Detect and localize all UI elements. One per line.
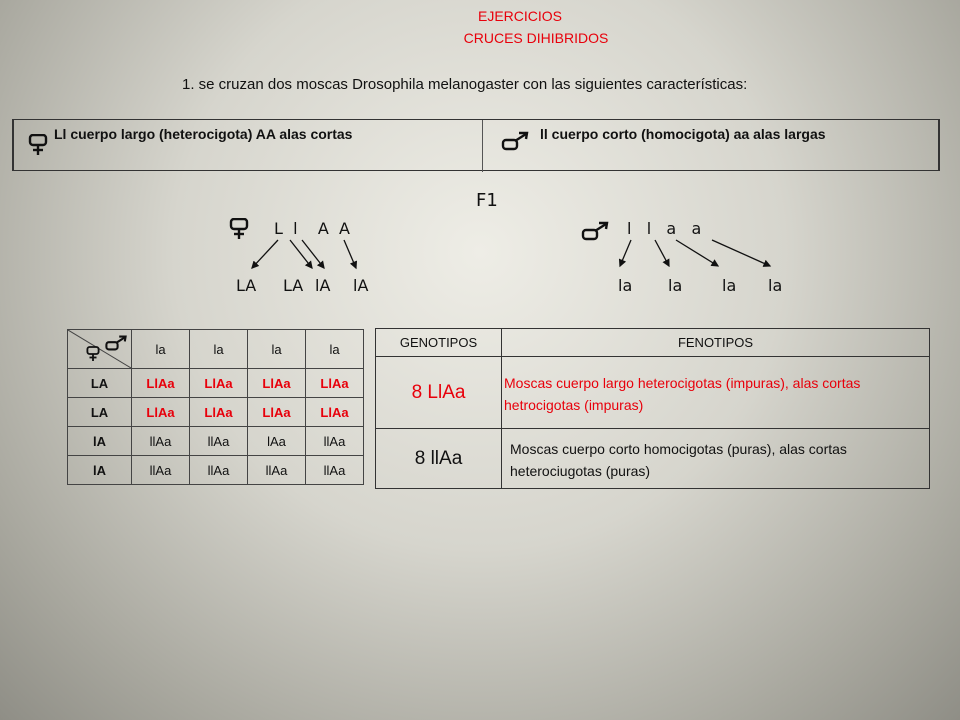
row-header: LA — [68, 398, 132, 427]
phenotype-header: FENOTIPOS — [502, 329, 930, 357]
female-gamete: lA — [315, 276, 331, 295]
corner-cell — [68, 330, 132, 369]
female-gamete: lA — [353, 276, 369, 295]
problem-statement: 1. se cruzan dos moscas Drosophila melanogaster con las siguientes características: — [182, 76, 748, 93]
male-symbol-icon — [580, 220, 610, 247]
column-header: la — [132, 330, 190, 369]
phenotype-value: Moscas cuerpo largo heterocigotas (impuras), alas cortas hetrocigotas (impuras) — [502, 357, 930, 429]
result-row — [376, 357, 930, 429]
female-gamete: LA — [283, 276, 304, 295]
punnett-cell: LlAa — [306, 369, 364, 398]
punnett-cell: llAa — [132, 427, 190, 456]
male-parent-text: ll cuerpo corto (homocigota) aa alas largas — [540, 126, 826, 142]
punnett-cell: llAa — [248, 456, 306, 485]
row-header: LA — [68, 369, 132, 398]
f1-label: F1 — [476, 190, 498, 211]
punnett-cell: LlAa — [248, 369, 306, 398]
genotype-header: GENOTIPOS — [376, 329, 502, 357]
punnett-cell: lAa — [248, 427, 306, 456]
phenotype-value: Moscas cuerpo corto homocigotas (puras), alas cortas heterociugotas (puras) — [502, 429, 930, 489]
male-gamete: la — [618, 276, 633, 295]
punnett-row — [68, 398, 364, 427]
punnett-cell: LlAa — [132, 369, 190, 398]
female-genotype: L l A A — [274, 219, 350, 238]
punnett-cell: llAa — [190, 427, 248, 456]
female-parent-text: Ll cuerpo largo (heterocigota) AA alas cortas — [54, 126, 353, 142]
male-gamete: la — [668, 276, 683, 295]
punnett-row — [68, 369, 364, 398]
row-header: lA — [68, 427, 132, 456]
title: EJERCICIOS — [477, 8, 562, 24]
genotype-value: 8 llAa — [376, 429, 502, 489]
punnett-square — [67, 329, 364, 485]
column-header: la — [306, 330, 364, 369]
male-gamete: la — [722, 276, 737, 295]
row-header: lA — [68, 456, 132, 485]
punnett-cell: LlAa — [190, 369, 248, 398]
subtitle: CRUCES DIHIBRIDOS — [463, 30, 609, 46]
results-table — [375, 328, 930, 489]
punnett-row — [68, 427, 364, 456]
punnett-cell: llAa — [132, 456, 190, 485]
male-gamete: la — [768, 276, 783, 295]
result-row — [376, 429, 930, 489]
punnett-row — [68, 456, 364, 485]
column-header: la — [248, 330, 306, 369]
genotype-value: 8 LlAa — [376, 357, 502, 429]
male-symbol-icon — [104, 334, 128, 355]
column-header: la — [190, 330, 248, 369]
punnett-cell: LlAa — [190, 398, 248, 427]
punnett-cell: llAa — [306, 456, 364, 485]
female-symbol-icon — [86, 346, 100, 365]
punnett-cell: LlAa — [306, 398, 364, 427]
male-genotype: l l a a — [627, 219, 702, 238]
punnett-cell: llAa — [306, 427, 364, 456]
punnett-cell: LlAa — [248, 398, 306, 427]
female-gamete: LA — [236, 276, 257, 295]
punnett-cell: llAa — [190, 456, 248, 485]
punnett-cell: LlAa — [132, 398, 190, 427]
